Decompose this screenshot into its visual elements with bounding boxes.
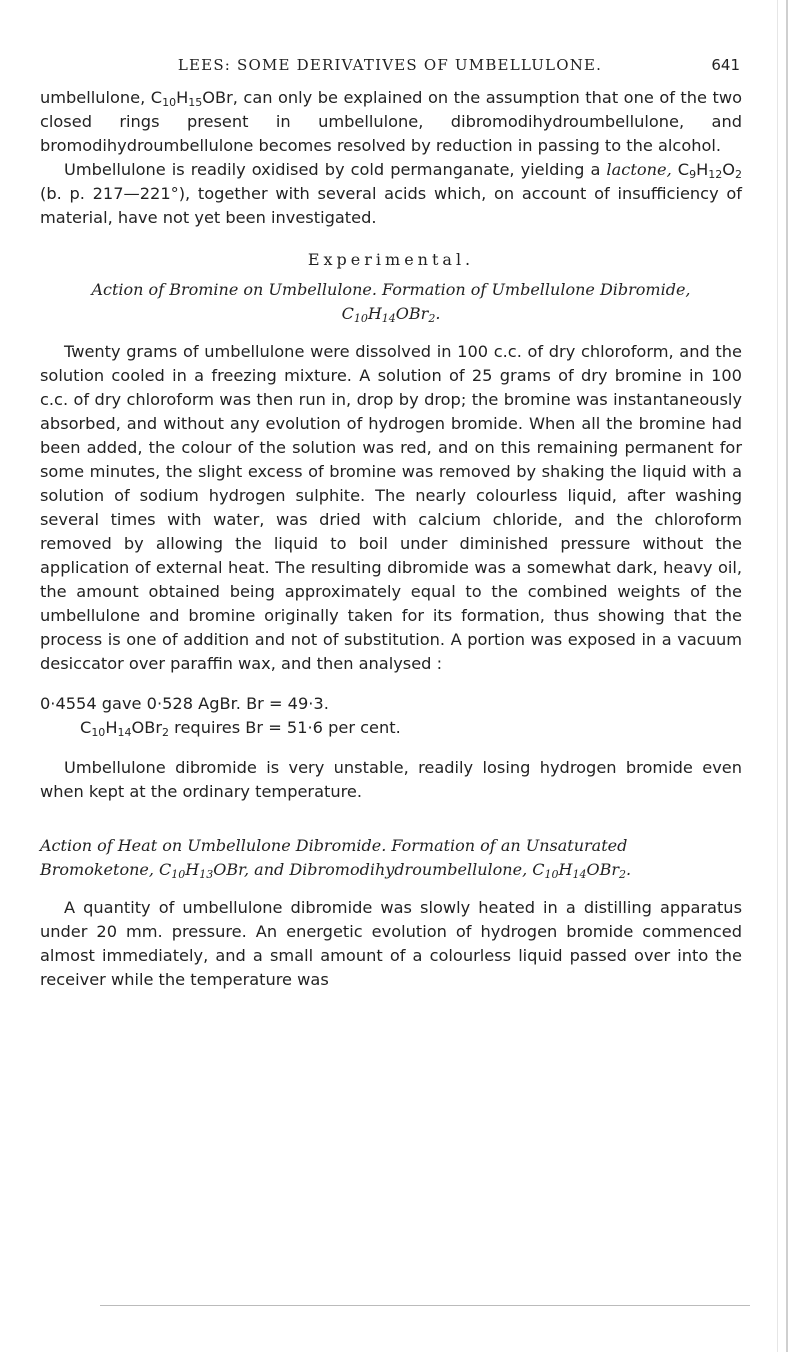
paragraph-4: Umbellulone dibromide is very unstable, readily losing hydrogen bromide even when kept at the ordinary temperature.: [40, 758, 742, 801]
page-number: 641: [711, 56, 740, 74]
running-head: LEES: SOME DERIVATIVES OF UMBELLULONE.: [177, 56, 603, 74]
paragraph-2: Umbellulone is readily oxidised by cold permanganate, yielding a lactone, $C_9H_{12}O_2$ (b. p. 217—221°), together with several acids which, on account of insufficiency of material, have not yet been investigated.: [40, 160, 742, 227]
paragraph-5: A quantity of umbellulone dibromide was slowly heated in a distilling apparatus under 20 mm. pressure. An energetic evolution of hydrogen bromide commenced almost immediately, and a small amount of a colourless liquid passed over into the receiver while the temperature was: [40, 898, 742, 989]
subsection-caption-1: Action of Bromine on Umbellulone. Formation of Umbellulone Dibromide, $C_{10}H_{14}OBr_2$.: [91, 280, 691, 325]
paragraph-1: umbellulone, $C_{10}H_{15}OBr$, can only be explained on the assumption that one of the two closed rings present in umbellulone, dibromodihydroumbellulone, and bromodihydroumbellulone becomes resolved by reduction in passing to the alcohol.: [40, 88, 742, 155]
bottom-rule: [100, 1305, 750, 1306]
section-heading-experimental: Experimental.: [307, 250, 475, 269]
analysis-requirement: $C_{10}H_{14}OBr_2$ requires Br = 51·6 per cent.: [80, 718, 401, 739]
analysis-result: 0·4554 gave 0·528 AgBr. Br = 49·3.: [40, 694, 329, 713]
paragraph-3: Twenty grams of umbellulone were dissolved in 100 c.c. of dry chloroform, and the solution cooled in a freezing mixture. A solution of 25 grams of dry bromine in 100 c.c. of dry chloroform was then run in, drop by drop; the bromine was instantaneously absorbed, and without any evolution of hydrogen bromide. When all the bromine had been added, the colour of the solution was red, and on this remaining permanent for some minutes, the slight excess of bromine was removed by shaking the liquid with a solution of sodium hydrogen sulphite. The nearly colourless liquid, after washing several times with water, was dried with calcium chloride, and the chloroform removed by allowing the liquid to boil under diminished pressure without the application of external heat. The resulting dibromide was a somewhat dark, heavy oil, the amount obtained being approximately equal to the combined weights of the umbellulone and bromine originally taken for its formation, thus showing that the process is one of addition and not of substitution. A portion was exposed in a vacuum desiccator over paraffin wax, and then analysed :: [40, 342, 742, 673]
subsection-caption-2: Action of Heat on Umbellulone Dibromide. Formation of an Unsaturated Bromoketone, $C_{10}H_{13}OBr$, and Dibromodihydroumbellulone, $C_{10}H_{14}OBr_2$.: [40, 836, 632, 881]
page-header: [40, 56, 740, 84]
page-edge-inner: [777, 0, 778, 1352]
page-body: [40, 86, 742, 992]
page-edge: [786, 0, 788, 1352]
